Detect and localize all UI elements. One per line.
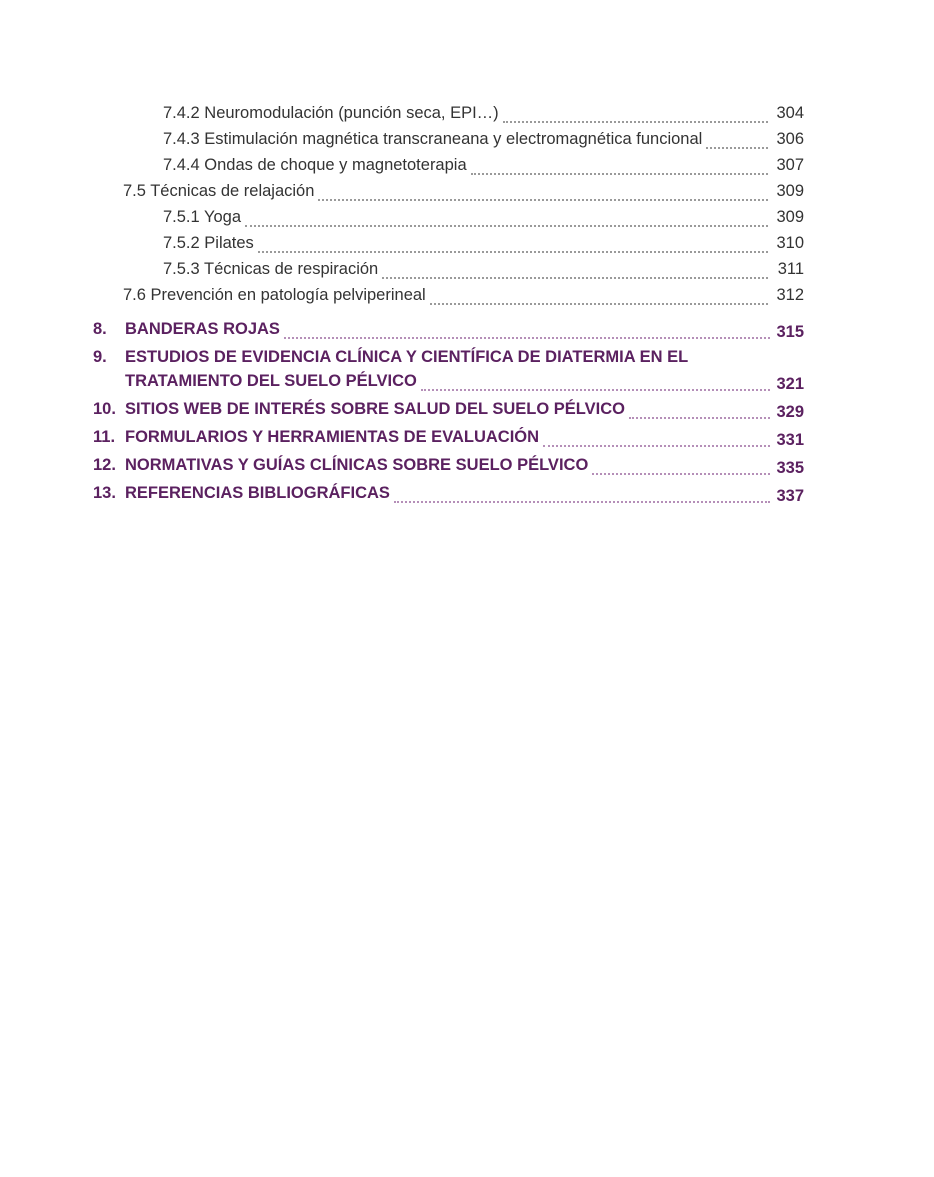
- dot-leader: [382, 263, 768, 279]
- dot-leader: [706, 133, 768, 149]
- dot-leader: [543, 431, 770, 447]
- toc-entry-7-5-2[interactable]: [163, 234, 804, 256]
- chapter-label: FORMULARIOS Y HERRAMIENTAS DE EVALUACIÓN: [125, 428, 540, 446]
- toc-entry-label: 7.5.1 Yoga: [163, 208, 242, 226]
- toc-entry-label: 7.4.2 Neuromodulación (punción seca, EPI…): [163, 104, 499, 122]
- dot-leader: [471, 159, 768, 175]
- chapter-label: TRATAMIENTO DEL SUELO PÉLVICO: [125, 372, 417, 390]
- chapter-number: 8.: [93, 320, 107, 338]
- toc-entry-page: 304: [776, 104, 804, 122]
- toc-chapter-13[interactable]: [93, 484, 804, 506]
- toc-chapter-10[interactable]: [93, 400, 804, 422]
- toc-chapter-11[interactable]: [93, 428, 804, 450]
- toc-entry-7-5-3[interactable]: [163, 260, 804, 282]
- toc-entry-label: 7.4.3 Estimulación magnética transcraneana y electromagnética funcional: [163, 130, 703, 148]
- chapter-number: 12.: [93, 456, 116, 474]
- toc-entry-page: 309: [776, 182, 804, 200]
- chapter-page: 331: [776, 431, 804, 449]
- chapter-page: 329: [776, 403, 804, 421]
- chapter-number: 11.: [93, 428, 116, 446]
- toc-entry-page: 309: [776, 208, 804, 226]
- chapter-label: NORMATIVAS Y GUÍAS CLÍNICAS SOBRE SUELO PÉLVICO: [125, 456, 589, 474]
- toc-entry-label: 7.4.4 Ondas de choque y magnetoterapia: [163, 156, 467, 174]
- chapter-page: 321: [776, 375, 804, 393]
- toc-entry-label: 7.5 Técnicas de relajación: [123, 182, 315, 200]
- chapter-label: BANDERAS ROJAS: [125, 320, 280, 338]
- dot-leader: [629, 403, 770, 419]
- dot-leader: [592, 459, 770, 475]
- chapter-label: REFERENCIAS BIBLIOGRÁFICAS: [125, 484, 390, 502]
- chapter-number: 10.: [93, 400, 116, 418]
- toc-entry-7-4-2[interactable]: [163, 104, 804, 126]
- toc-chapter-8[interactable]: [93, 320, 804, 342]
- chapter-label-line1: ESTUDIOS DE EVIDENCIA CLÍNICA Y CIENTÍFICA DE DIATERMIA EN EL: [125, 348, 689, 366]
- toc-entry-7-5[interactable]: [123, 182, 804, 204]
- chapter-label: SITIOS WEB DE INTERÉS SOBRE SALUD DEL SUELO PÉLVICO: [125, 400, 625, 418]
- dot-leader: [421, 375, 770, 391]
- toc-chapter-9[interactable]: [125, 372, 804, 394]
- toc-entry-page: 311: [777, 260, 804, 278]
- toc-entry-7-6[interactable]: [123, 286, 804, 308]
- dot-leader: [430, 289, 768, 305]
- toc-entry-label: 7.5.3 Técnicas de respiración: [163, 260, 379, 278]
- dot-leader: [318, 185, 768, 201]
- toc-entry-label: 7.5.2 Pilates: [163, 234, 254, 252]
- toc-entry-page: 310: [776, 234, 804, 252]
- toc-entry-7-4-3[interactable]: [163, 130, 804, 152]
- dot-leader: [503, 107, 768, 123]
- chapter-page: 335: [776, 459, 804, 477]
- dot-leader: [258, 237, 768, 253]
- chapter-page: 315: [776, 323, 804, 341]
- toc-entry-label: 7.6 Prevención en patología pelviperineal: [123, 286, 426, 304]
- dot-leader: [284, 323, 770, 339]
- chapter-number: 13.: [93, 484, 116, 502]
- dot-leader: [245, 211, 768, 227]
- toc-chapter-9-line1[interactable]: [93, 348, 688, 367]
- toc-entry-page: 306: [776, 130, 804, 148]
- toc-entry-7-4-4[interactable]: [163, 156, 804, 178]
- toc-chapter-12[interactable]: [93, 456, 804, 478]
- chapter-number: 9.: [93, 348, 107, 366]
- dot-leader: [394, 487, 770, 503]
- toc-entry-page: 307: [776, 156, 804, 174]
- toc-entry-page: 312: [776, 286, 804, 304]
- toc-entry-7-5-1[interactable]: [163, 208, 804, 230]
- chapter-page: 337: [776, 487, 804, 505]
